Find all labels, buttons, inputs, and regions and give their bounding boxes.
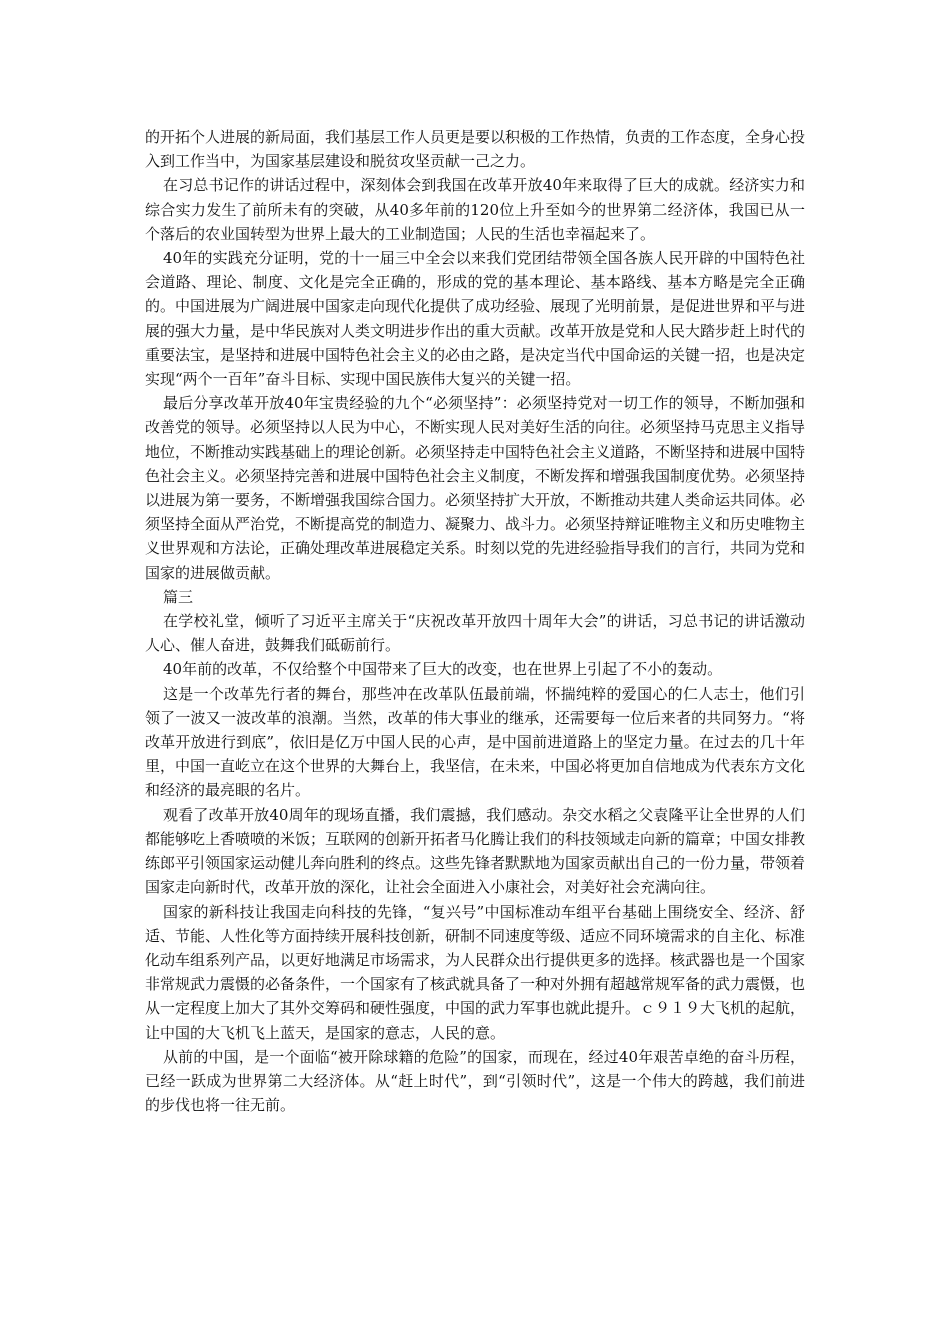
paragraph-practice-proof: 40年的实践充分证明，党的十一届三中全会以来我们党团结带领全国各族人民开辟的中国特色社会道路、理论、制度、文化是完全正确的，形成的党的基本理论、基本路线、基本方略是完全正确的。中国进展为广阔进展中国家走向现代化提供了成功经验、展现了光明前景，是促进世界和平与进展的强大力量，是中华民族对人类文明进步作出的重大贡献。改革开放是党和人民大踏步赶上时代的重要法宝，是坚持和进展中国特色社会主义的必由之路，是决定当代中国命运的关键一招，也是决定实现“两个一百年”奋斗目标、实现中国民族伟大复兴的关键一招。 bbox=[145, 249, 806, 389]
paragraph-pioneers-stage: 这是一个改革先行者的舞台，那些冲在改革队伍最前端，怀揣纯粹的爱国心的仁人志士，他们引领了一波又一波改革的浪潮。当然，改革的伟大事业的继承，还需要每一位后来者的共同努力。“将改革开放进行到底”，依旧是亿万中国人民的心声，是中国前进道路上的坚定力量。在过去的几十年里，中国一直屹立在这个世界的大舞台上，我坚信，在未来，中国必将更加自信地成为代表东方文化和经济的最亮眼的名片。 bbox=[145, 684, 806, 800]
paragraph-conclusion: 从前的中国，是一个面临“被开除球籍的危险”的国家，而现在，经过40年艰苦卓绝的奋斗历程，已经一跃成为世界第二大经济体。从“赶上时代”，到“引领时代”，这是一个伟大的跨越，我们前进的步伐也将一往无前。 bbox=[145, 1047, 805, 1115]
paragraph-continuation: 的开拓个人进展的新局面，我们基层工作人员更是要以积极的工作热情，负责的工作态度，全身心投入到工作当中，为国家基层建设和脱贫攻坚贡献一己之力。 bbox=[145, 128, 806, 171]
document-body bbox=[145, 125, 805, 1117]
paragraph-nine-musts: 最后分享改革开放40年宝贵经验的九个“必须坚持”：必须坚持党对一切工作的领导，不断加强和改善党的领导。必须坚持以人民为中心，不断实现人民对美好生活的向往。必须坚持马克思主义指导地位，不断推动实践基础上的理论创新。必须坚持走中国特色社会主义道路，不断坚持和进展中国特色社会主义。必须坚持完善和进展中国特色社会主义制度，不断发挥和增强我国制度优势。必须坚持以进展为第一要务，不断增强我国综合国力。必须坚持扩大开放，不断推动共建人类命运共同体。必须坚持全面从严治党，不断提高党的制造力、凝聚力、战斗力。必须坚持辩证唯物主义和历史唯物主义世界观和方法论，正确处理改革进展稳定关系。时刻以党的先进经验指导我们的言行，共同为党和国家的进展做贡献。 bbox=[145, 394, 806, 582]
section-heading: 篇三 bbox=[163, 587, 194, 606]
paragraph-auditorium: 在学校礼堂，倾听了习近平主席关于“庆祝改革开放四十周年大会”的讲话，习总书记的讲话激动人心、催人奋进，鼓舞我们砥砺前行。 bbox=[145, 612, 805, 655]
paragraph-achievements: 在习总书记作的讲话过程中，深刻体会到我国在改革开放40年来取得了巨大的成就。经济实力和综合实力发生了前所未有的突破，从40多年前的120位上升至如今的世界第二经济体，我国已从一个落后的农业国转型为世界上最大的工业制造国；人民的生活也幸福起来了。 bbox=[145, 176, 805, 243]
paragraph-reform-impact: 40年前的改革，不仅给整个中国带来了巨大的改变，也在世界上引起了不小的轰动。 bbox=[163, 660, 723, 679]
paragraph-live-broadcast: 观看了改革开放40周年的现场直播，我们震撼，我们感动。杂交水稻之父袁隆平让全世界的人们都能够吃上香喷喷的米饭；互联网的创新开拓者马化腾让我们的科技领域走向新的篇章；中国女排教练郎平引领国家运动健儿奔向胜利的终点。这些先锋者默默地为国家贡献出自己的一份力量，带领着国家走向新时代，改革开放的深化，让社会全面进入小康社会，对美好社会充满向往。 bbox=[145, 805, 806, 897]
paragraph-technology: 国家的新科技让我国走向科技的先锋，“复兴号”中国标准动车组平台基础上围绕安全、经济、舒适、节能、人性化等方面持续开展科技创新，研制不同速度等级、适应不同环境需求的自主化、标准化动车组系列产品，以更好地满足市场需求，为人民群众出行提供更多的选择。核武器也是一个国家非常规武力震慑的必备条件，一个国家有了核武就具备了一种对外拥有超越常规军备的武力震慑，也从一定程度上加大了其外交筹码和硬性强度，中国的武力军事也就此提升。ｃ９１９大飞机的起航，让中国的大飞机飞上蓝天，是国家的意志，人民的意。 bbox=[145, 902, 806, 1042]
